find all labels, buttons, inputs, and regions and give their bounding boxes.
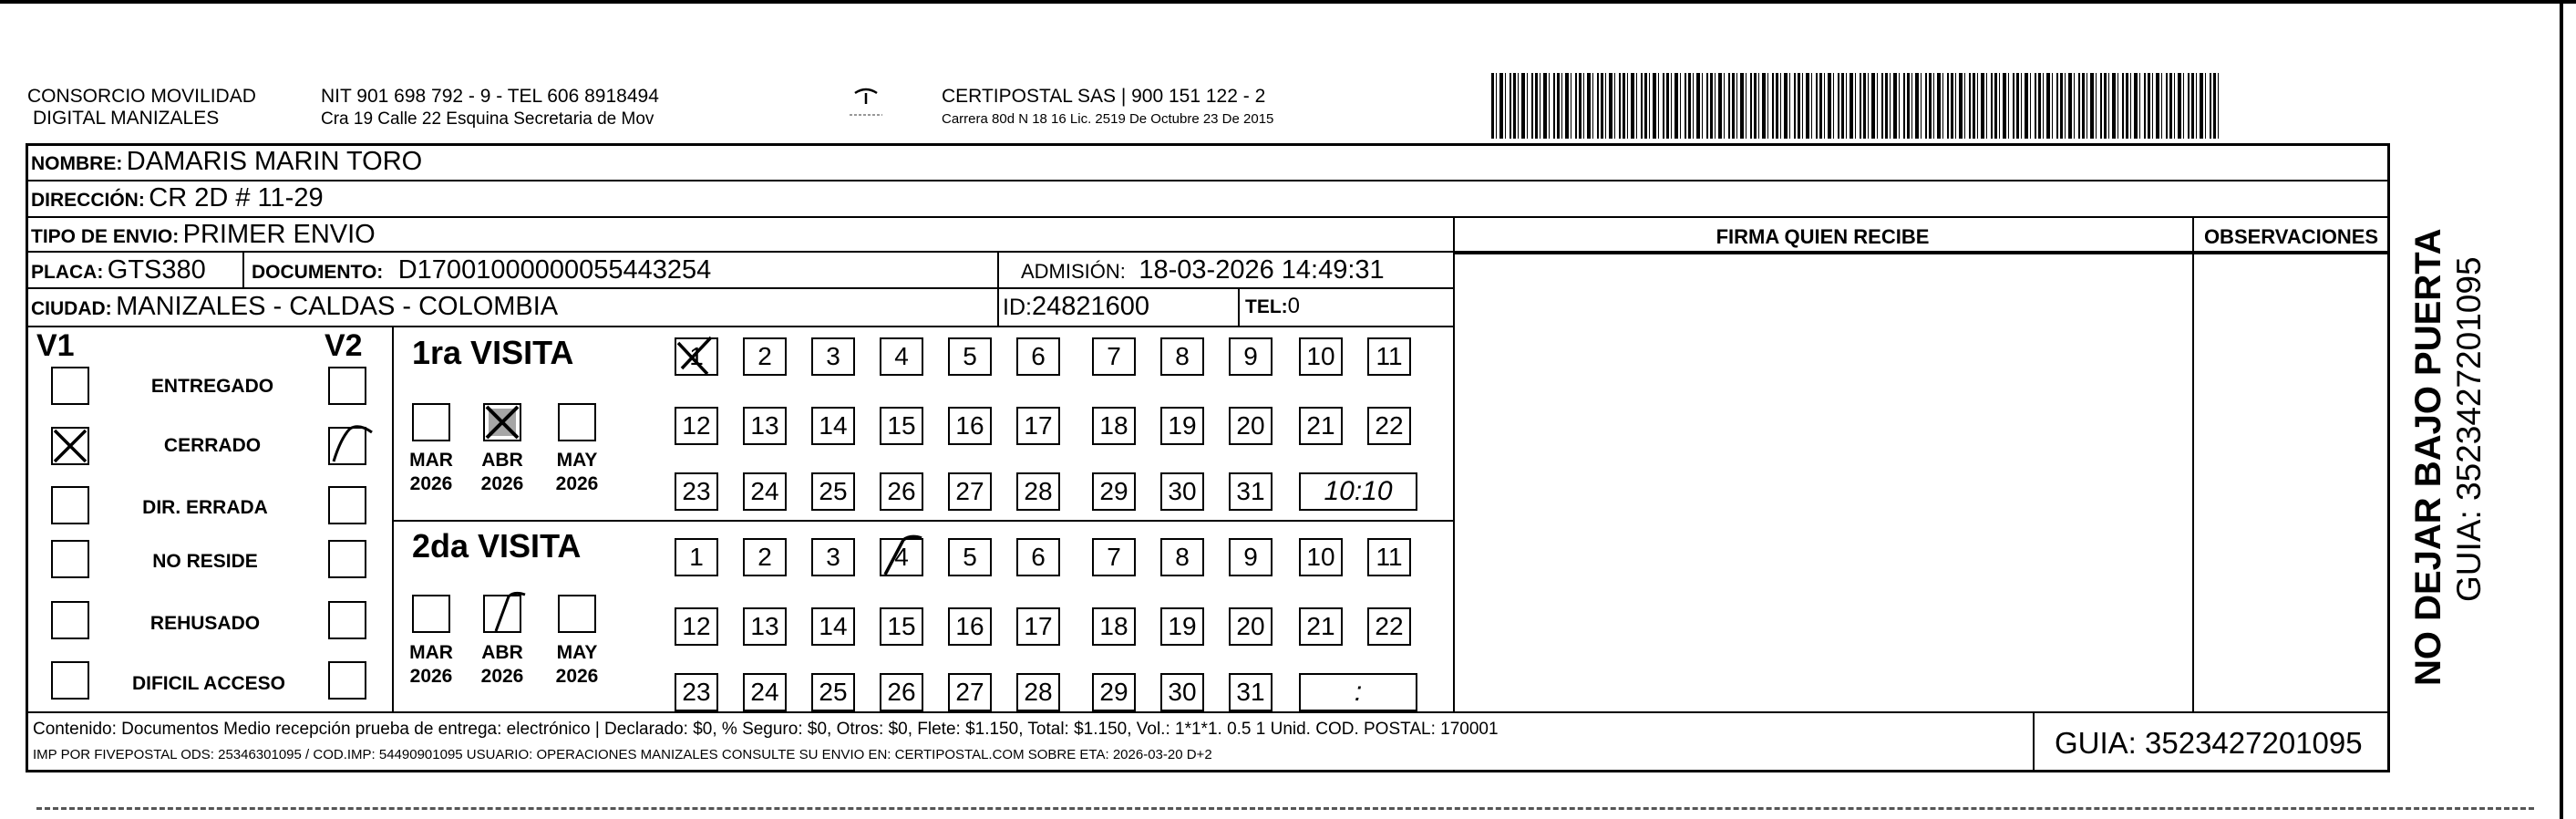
visit1-day-15[interactable]: 15	[880, 407, 923, 445]
visit1-day-29[interactable]: 29	[1092, 472, 1136, 511]
tel-value: 0	[1287, 294, 1301, 318]
visit1-month-checkbox-may[interactable]	[558, 403, 596, 441]
visit1-day-5[interactable]: 5	[948, 337, 992, 376]
tipo-envio-field	[31, 219, 376, 254]
firma-header: FIRMA QUIEN RECIBE	[1716, 225, 1930, 248]
v1-cerrado-x-mark-icon	[51, 427, 89, 465]
visit2-day-30[interactable]: 30	[1160, 673, 1204, 711]
col-divider	[392, 326, 394, 711]
visit1-day-16[interactable]: 16	[948, 407, 992, 445]
visit2-day-12[interactable]: 12	[675, 607, 718, 646]
v1-checkbox-dificil-acceso[interactable]	[51, 661, 89, 700]
visit2-day-8[interactable]: 8	[1160, 538, 1204, 576]
sender-address: Cra 19 Calle 22 Esquina Secretaria de Mov	[321, 109, 654, 129]
visit1-day-3[interactable]: 3	[811, 337, 855, 376]
id-label: ID:	[1003, 295, 1032, 320]
carrier-address: Carrera 80d N 18 16 Lic. 2519 De Octubre 23 De 2015	[942, 111, 1274, 127]
placa-label: PLACA:	[31, 262, 104, 283]
cut-line	[36, 807, 2534, 810]
visit1-day-14[interactable]: 14	[811, 407, 855, 445]
admision-value: 18-03-2026 14:49:31	[1139, 255, 1385, 285]
status-label-no-reside: NO RESIDE	[152, 551, 258, 572]
visit1-day-27[interactable]: 27	[948, 472, 992, 511]
carrier-name: CERTIPOSTAL SAS | 900 151 122 - 2	[942, 86, 1266, 107]
visit1-day-12[interactable]: 12	[675, 407, 718, 445]
visit2-day-14[interactable]: 14	[811, 607, 855, 646]
visit2-day-22[interactable]: 22	[1367, 607, 1411, 646]
visit1-month-mar: MAR 2026	[409, 450, 453, 494]
visit1-month-may: MAY 2026	[555, 450, 599, 494]
placa-value: GTS380	[107, 255, 206, 285]
status-label-entregado: ENTREGADO	[150, 376, 274, 397]
visit1-day-31[interactable]: 31	[1229, 472, 1273, 511]
v2-cerrado-check-mark-icon	[328, 421, 383, 465]
visit2-day-25[interactable]: 25	[811, 673, 855, 711]
top-border	[0, 0, 2576, 4]
visit2-month-mar: MAR 2026	[409, 642, 453, 687]
visit1-day-18[interactable]: 18	[1092, 407, 1136, 445]
direccion-value: CR 2D # 11-29	[149, 183, 324, 213]
visit2-day-2[interactable]: 2	[743, 538, 787, 576]
documento-value: D17001000000055443254	[397, 255, 712, 285]
status-label-cerrado: CERRADO	[163, 435, 262, 456]
visit2-day-15[interactable]: 15	[880, 607, 923, 646]
visit2-day-18[interactable]: 18	[1092, 607, 1136, 646]
visit1-day-20[interactable]: 20	[1229, 407, 1273, 445]
v2-checkbox-entregado[interactable]	[328, 367, 366, 405]
v1-header: V1	[36, 328, 75, 363]
visit1-time-field[interactable]: 10:10	[1299, 472, 1417, 511]
tel-field	[1245, 291, 1300, 325]
direccion-label: DIRECCIÓN:	[31, 190, 145, 211]
v2-header: V2	[325, 328, 363, 363]
visit2-day-16[interactable]: 16	[948, 607, 992, 646]
visit1-day-4[interactable]: 4	[880, 337, 923, 376]
col-divider	[2033, 711, 2035, 772]
visit2-day-19[interactable]: 19	[1160, 607, 1204, 646]
visit2-day-4[interactable]: 4	[880, 538, 923, 576]
visit1-day-25[interactable]: 25	[811, 472, 855, 511]
id-field	[1003, 291, 1149, 327]
barcode	[1491, 73, 2221, 139]
visit2-month-checkbox-may[interactable]	[558, 595, 596, 633]
visit1-month-checkbox-mar[interactable]	[412, 403, 450, 441]
visit2-day-28[interactable]: 28	[1016, 673, 1060, 711]
visit1-day-6[interactable]: 6	[1016, 337, 1060, 376]
v1-checkbox-rehusado[interactable]	[51, 601, 89, 639]
visit2-day-5[interactable]: 5	[948, 538, 992, 576]
col-divider	[2192, 216, 2194, 711]
guia-footer: GUIA: 3523427201095	[2055, 726, 2363, 760]
visit1-day-11[interactable]: 11	[1367, 337, 1411, 376]
admision-label: ADMISIÓN:	[1021, 260, 1126, 283]
visit2-day-mark-icon	[876, 533, 927, 578]
contenido-text: Contenido: Documentos Medio recepción prueba de entrega: electrónico | Declarado: $0, % Seguro: $0, Otros: $0, Flete: $1.150, Total: $1.150, Vol.: 1*1*1. 0.5 1 Unid. COD. POSTAL: 170001	[33, 720, 1499, 739]
tipo-envio-value: PRIMER ENVIO	[182, 220, 376, 249]
visit2-month-may: MAY 2026	[555, 642, 599, 687]
visit2-day-26[interactable]: 26	[880, 673, 923, 711]
id-value: 24821600	[1031, 292, 1149, 321]
v1-checkbox-dir-errada[interactable]	[51, 486, 89, 524]
no-dejar-bajo-puerta-text: NO DEJAR BAJO PUERTA	[2408, 228, 2448, 686]
documento-label: DOCUMENTO:	[252, 262, 384, 283]
visit2-day-17[interactable]: 17	[1016, 607, 1060, 646]
visit1-title: 1ra VISITA	[412, 334, 574, 371]
visit2-abr-check-mark-icon	[483, 587, 529, 633]
nombre-value: DAMARIS MARIN TORO	[126, 147, 423, 176]
col-divider	[997, 251, 999, 326]
v2-checkbox-dificil-acceso[interactable]	[328, 661, 366, 700]
visit2-day-7[interactable]: 7	[1092, 538, 1136, 576]
visit2-month-checkbox-mar[interactable]	[412, 595, 450, 633]
visit2-day-27[interactable]: 27	[948, 673, 992, 711]
visit2-day-11[interactable]: 11	[1367, 538, 1411, 576]
nit-line: NIT 901 698 792 - 9 - TEL 606 8918494	[321, 86, 659, 107]
v2-checkbox-rehusado[interactable]	[328, 601, 366, 639]
visit2-month-abr: ABR 2026	[480, 642, 524, 687]
visit2-day-20[interactable]: 20	[1229, 607, 1273, 646]
visit1-day-21[interactable]: 21	[1299, 407, 1343, 445]
visit1-day-2[interactable]: 2	[743, 337, 787, 376]
documento-field	[252, 254, 711, 290]
ciudad-label: CIUDAD:	[31, 298, 112, 319]
status-label-rehusado: REHUSADO	[149, 613, 261, 634]
visit1-abr-x-mark-icon	[483, 403, 521, 441]
ciudad-field	[31, 291, 558, 327]
visit2-day-13[interactable]: 13	[743, 607, 787, 646]
visit1-day-1[interactable]: 1	[675, 337, 718, 376]
visit1-day-7[interactable]: 7	[1092, 337, 1136, 376]
guia-vertical: GUIA: 3523427201095	[2450, 256, 2488, 602]
visit2-day-9[interactable]: 9	[1229, 538, 1273, 576]
tel-label: TEL:	[1245, 296, 1288, 317]
visit1-day-9[interactable]: 9	[1229, 337, 1273, 376]
visit2-time-field[interactable]: :	[1299, 673, 1417, 711]
visit2-day-10[interactable]: 10	[1299, 538, 1343, 576]
visit1-day-8[interactable]: 8	[1160, 337, 1204, 376]
imp-text: IMP POR FIVEPOSTAL ODS: 25346301095 / COD.IMP: 54490901095 USUARIO: OPERACIONES MANIZALES CONSULTE SU ENVIO EN: CERTIPOSTAL.COM SOBRE ETA: 2026-03-20 D+2	[33, 747, 1212, 762]
ciudad-value: MANIZALES - CALDAS - COLOMBIA	[116, 292, 559, 321]
col-divider	[1238, 287, 1240, 326]
admision-field	[1021, 254, 1385, 290]
col-divider	[242, 251, 244, 287]
visit-divider	[392, 520, 1453, 522]
visit2-day-24[interactable]: 24	[743, 673, 787, 711]
direccion-field	[31, 182, 324, 218]
row-divider	[1453, 253, 2390, 254]
placa-field	[31, 254, 206, 290]
consortium-name-line1: CONSORCIO MOVILIDAD	[27, 86, 256, 107]
visit1-day-30[interactable]: 30	[1160, 472, 1204, 511]
visit1-day-10[interactable]: 10	[1299, 337, 1343, 376]
visit1-day-24[interactable]: 24	[743, 472, 787, 511]
visit1-day-19[interactable]: 19	[1160, 407, 1204, 445]
visit1-month-abr: ABR 2026	[480, 450, 524, 494]
visit2-day-29[interactable]: 29	[1092, 673, 1136, 711]
consortium-name-line2: DIGITAL MANIZALES	[33, 108, 220, 129]
certipostal-logo-icon	[848, 88, 884, 130]
nombre-field	[31, 146, 422, 181]
visit1-day-22[interactable]: 22	[1367, 407, 1411, 445]
v2-checkbox-dir-errada[interactable]	[328, 486, 366, 524]
v1-checkbox-entregado[interactable]	[51, 367, 89, 405]
visit1-day-17[interactable]: 17	[1016, 407, 1060, 445]
visit2-day-6[interactable]: 6	[1016, 538, 1060, 576]
visit1-day-26[interactable]: 26	[880, 472, 923, 511]
v2-checkbox-no-reside[interactable]	[328, 540, 366, 578]
visit2-day-31[interactable]: 31	[1229, 673, 1273, 711]
visit2-day-1[interactable]: 1	[675, 538, 718, 576]
visit2-day-21[interactable]: 21	[1299, 607, 1343, 646]
visit1-day-28[interactable]: 28	[1016, 472, 1060, 511]
visit1-day-mark-icon	[671, 332, 722, 378]
visit2-day-23[interactable]: 23	[675, 673, 718, 711]
visit2-day-3[interactable]: 3	[811, 538, 855, 576]
status-label-dificil-acceso: DIFICIL ACCESO	[131, 673, 285, 694]
row-divider	[26, 216, 2390, 218]
right-border	[2560, 0, 2563, 819]
tipo-envio-label: TIPO DE ENVIO:	[31, 226, 180, 247]
nombre-label: NOMBRE:	[31, 153, 123, 174]
observaciones-header: OBSERVACIONES	[2203, 225, 2379, 248]
footer-divider	[26, 711, 2390, 713]
visit1-day-23[interactable]: 23	[675, 472, 718, 511]
visit1-day-13[interactable]: 13	[743, 407, 787, 445]
v1-checkbox-no-reside[interactable]	[51, 540, 89, 578]
status-label-dir-errada: DIR. ERRADA	[142, 497, 268, 518]
visit2-title: 2da VISITA	[412, 527, 582, 565]
col-divider	[1453, 216, 1455, 711]
